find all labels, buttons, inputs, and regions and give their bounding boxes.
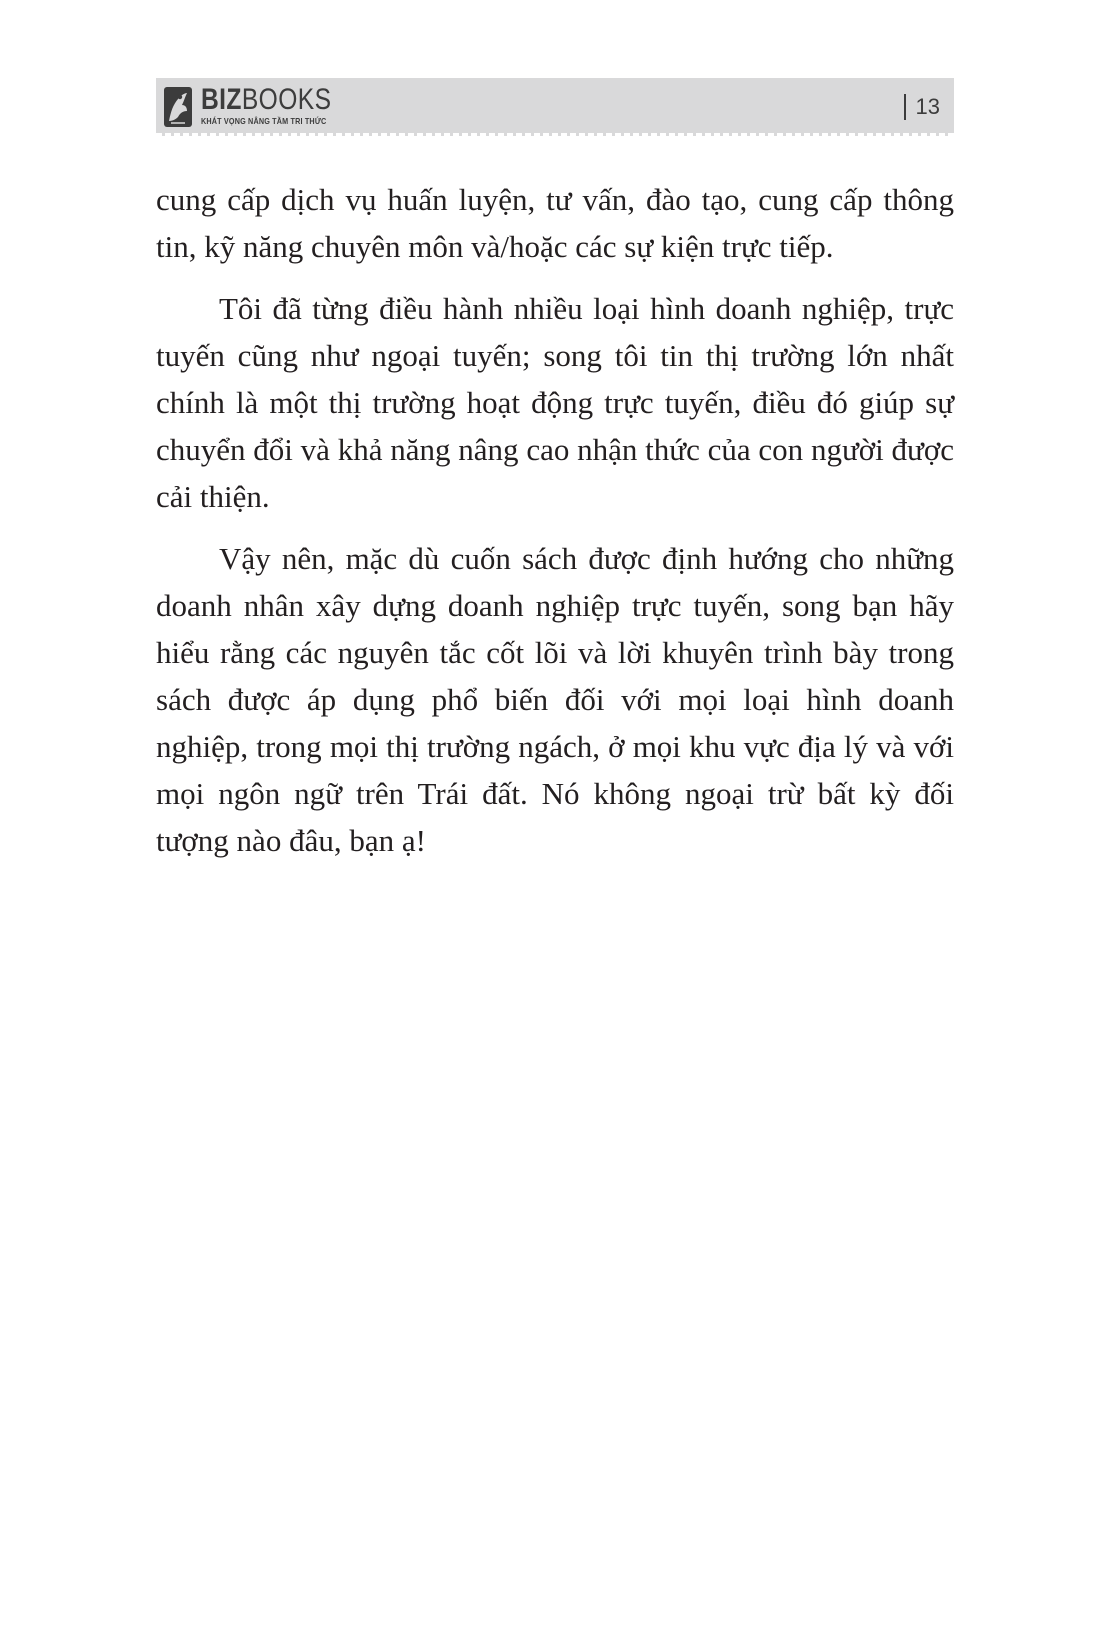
paragraph-3: Vậy nên, mặc dù cuốn sách được định hướng cho những doanh nhân xây dựng doanh nghiệp trực tuyến, song bạn hãy hiểu rằng các nguyên tắc cốt lõi và lời khuyên trình bày trong sách được áp dụng phổ biến đối với mọi loại hình doanh nghiệp, trong mọi thị trường ngách, ở mọi khu vực địa lý và với mọi ngôn ngữ trên Trái đất. Nó không ngoại trừ bất kỳ đối tượng nào đâu, bạn ạ! (156, 541, 954, 858)
logo-brand-light: BOOKS (241, 83, 332, 116)
page-number-divider (904, 94, 906, 120)
bizbooks-emblem-icon (163, 85, 193, 129)
paragraph-1: cung cấp dịch vụ huấn luyện, tư vấn, đào tạo, cung cấp thông tin, kỹ năng chuyên môn và/hoặc các sự kiện trực tiếp. (156, 182, 954, 264)
logo-text (201, 85, 360, 127)
logo-brand-bold: BIZ (201, 83, 242, 116)
paragraph-2: Tôi đã từng điều hành nhiều loại hình doanh nghiệp, trực tuyến cũng như ngoại tuyến; song tôi tin thị trường lớn nhất chính là một thị trường hoạt động trực tuyến, điều đó giúp sự chuyển đổi và khả năng nâng cao nhận thức của con người được cải thiện. (156, 291, 954, 514)
logo-tagline: KHÁT VỌNG NÂNG TẦM TRI THỨC (201, 116, 327, 126)
logo-brand (201, 85, 331, 115)
bizbooks-logo (163, 85, 360, 131)
page-number: 13 (915, 94, 940, 119)
body-text (156, 176, 954, 879)
page-number-group (904, 92, 940, 122)
page-header (156, 78, 954, 136)
